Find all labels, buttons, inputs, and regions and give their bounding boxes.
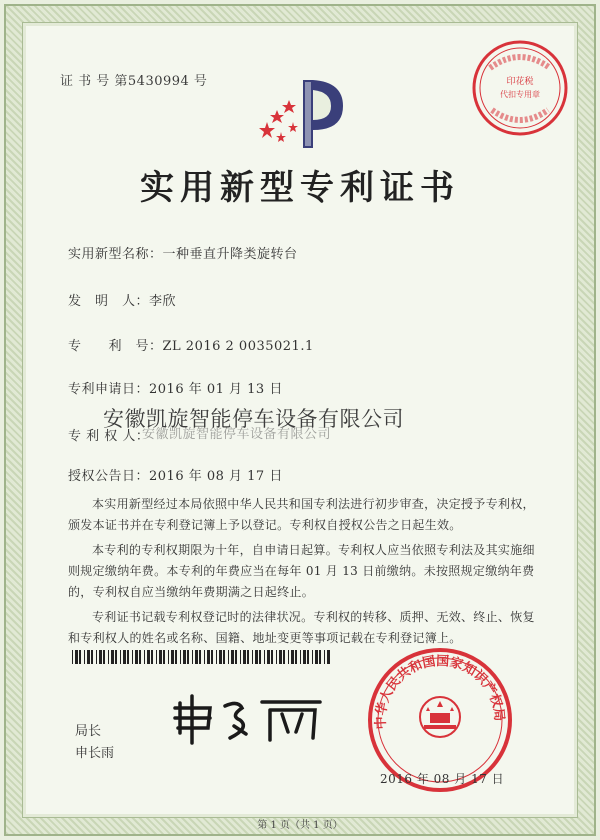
page-number: 第 1 页（共 1 页） [257, 820, 343, 831]
grant-date: 授权公告日：2016 年 08 月 17 日 [68, 469, 283, 484]
signatory-name: 申长雨 [75, 746, 115, 761]
signatory-role: 局长 [75, 724, 102, 739]
svg-text:印花税: 印花税 [506, 77, 534, 87]
svg-text:代扣专用章: 代扣专用章 [500, 90, 540, 99]
seal-date: 2016 年 08 月 17 日 [380, 772, 505, 786]
certificate-statement [68, 494, 538, 653]
tax-seal-stamp-icon [470, 38, 570, 138]
barcode-icon [72, 650, 330, 664]
assignee-value: 安徽凯旋智能停车设备有限公司 [142, 427, 332, 442]
certificate-number: 证 书 号 第5430994 号 [60, 74, 208, 89]
statement-paragraph: 本实用新型经过本局依照中华人民共和国专利法进行初步审查，决定授予专利权，颁发本证书并在专利登记簿上予以登记。专利权自授权公告之日起生效。 [68, 497, 535, 532]
patent-office-logo-icon [255, 70, 355, 150]
patent-number: 专 利 号：ZL 2016 2 0035021.1 [68, 339, 314, 354]
handwritten-signature-icon [170, 688, 330, 748]
statement-paragraph: 本专利的专利权期限为十年，自申请日起算。专利权人应当依照专利法及其实施细则规定缴纳年费。本专利的年费应当在每年 01 月 13 日前缴纳。未按照规定缴纳年费的，专利权自应当缴纳年费期满之日起终止。 [68, 543, 535, 599]
assignee-label: 专 利 权 人： [68, 429, 150, 444]
certificate-title: 实用新型专利证书 [140, 168, 460, 208]
statement-paragraph: 专利证书记载专利权登记时的法律状况。专利权的转移、质押、无效、终止、恢复和专利权人的姓名或名称、国籍、地址变更等事项记载在专利登记簿上。 [68, 610, 535, 645]
utility-model-name: 实用新型名称：一种垂直升降类旋转台 [68, 247, 298, 262]
filing-date: 专利申请日：2016 年 01 月 13 日 [68, 382, 283, 397]
assignee-overlay-text: 安徽凯旋智能停车设备有限公司 [103, 407, 404, 431]
svg-text:中华人民共和国国家知识产权局: 中华人民共和国国家知识产权局 [373, 654, 507, 730]
inventor: 发 明 人：李欣 [68, 294, 177, 309]
